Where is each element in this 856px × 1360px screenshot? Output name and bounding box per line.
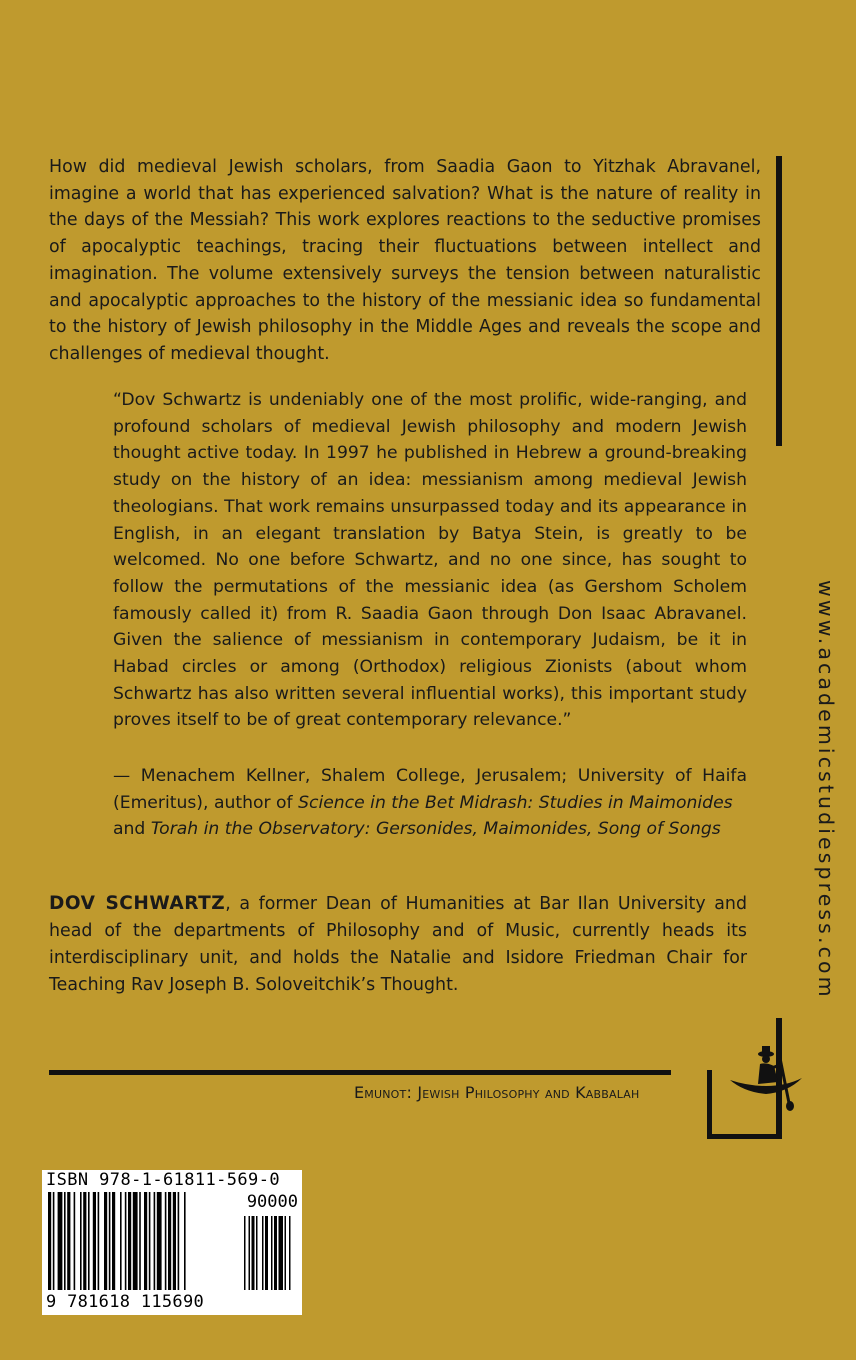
barcode-bar (109, 1192, 111, 1290)
barcode-bar (80, 1192, 82, 1290)
barcode-bar (104, 1192, 107, 1290)
frame-line-horizontal (49, 1070, 671, 1075)
barcode-bar (120, 1192, 122, 1290)
endorsement-attribution (113, 763, 747, 843)
barcode-addon-bar (256, 1216, 258, 1290)
barcode-bar (144, 1192, 147, 1290)
barcode-bar (149, 1192, 151, 1290)
barcode-addon-bar (262, 1216, 264, 1290)
isbn-number: ISBN 978-1-61811-569-0 (46, 1170, 280, 1190)
barcode-bar (88, 1192, 90, 1290)
isbn-barcode (42, 1170, 302, 1315)
author-name: DOV SCHWARTZ (49, 893, 226, 914)
endorsement-quote: “Dov Schwartz is undeniably one of the most prolific, wide-ranging, and profound scholars of medieval Jewish philosophy and modern Jewish thought active today. In 1997 he published in Hebrew a ground-breaking study on the history of an idea: messianism among medieval Jewish theologians. That work remains unsurpassed today and its appearance in English, in an elegant translation by Batya Stein, is greatly to be welcomed. No one before Schwartz, and no one since, has sought to follow the permutations of the messianic idea (as Gershom Scholem famously called it) from R. Saadia Gaon through Don Isaac Abravanel. Given the salience of messianism in contemporary Judaism, be it in Habad circles or among (Orthodox) religious Zionists (about whom Schwartz has also written several influential works), this important study proves itself to be of great contemporary relevance.” (113, 390, 747, 731)
barcode-bar (67, 1192, 70, 1290)
barcode-bar (64, 1192, 66, 1290)
barcode-addon-bar (244, 1216, 246, 1290)
barcode-bar (83, 1192, 86, 1290)
publisher-logo-icon (728, 1042, 804, 1112)
frame-line-bottom (707, 1134, 782, 1139)
attribution-book-2: Torah in the Observatory: Gersonides, Maimonides, Song of Songs (150, 819, 721, 840)
barcode-bar (125, 1192, 127, 1290)
attribution-connector: and (113, 819, 151, 840)
barcode-addon-bar (249, 1216, 251, 1290)
barcode-bar (53, 1192, 55, 1290)
barcode-addon-bar (271, 1216, 273, 1290)
barcode-bar (178, 1192, 180, 1290)
barcode-bar (93, 1192, 96, 1290)
frame-line-right-top (776, 156, 782, 446)
barcode-bar (184, 1192, 186, 1290)
barcode-bar (58, 1192, 63, 1290)
barcode-bar (157, 1192, 162, 1290)
barcode-bar (74, 1192, 76, 1290)
barcode-addon-bar (274, 1216, 277, 1290)
barcode-bar (173, 1192, 176, 1290)
author-bio (49, 890, 747, 999)
barcode-addon-bar (285, 1216, 287, 1290)
barcode-bar (133, 1192, 138, 1290)
ean-digits: 9 781618 115690 (46, 1292, 298, 1312)
book-description: How did medieval Jewish scholars, from Saadia Gaon to Yitzhak Abravanel, imagine a world that has experienced salvation? What is the nature of reality in the days of the Messiah? This work explores reactions to the seductive promises of apocalyptic teachings, tracing their fluctuations between intellect and imagination. The volume extensively surveys the tension between naturalistic and apocalyptic approaches to the history of the messianic idea so fundamental to the history of Jewish philosophy in the Middle Ages and reveals the scope and challenges of medieval thought. (49, 157, 761, 364)
barcode-bar (98, 1192, 100, 1290)
barcode-addon-bar (252, 1216, 255, 1290)
barcode-bar (128, 1192, 131, 1290)
barcode-bar (112, 1192, 115, 1290)
barcode-bar (154, 1192, 156, 1290)
attribution-book-1: Science in the Bet Midrash: Studies in Maimonides (298, 792, 733, 813)
publisher-website: www.academicstudiespress.com (814, 580, 838, 1000)
price-code: 90000 (242, 1192, 298, 1212)
frame-line-series (707, 1070, 712, 1138)
barcode-bar (168, 1192, 171, 1290)
barcode-bar (165, 1192, 167, 1290)
barcode-bar (139, 1192, 141, 1290)
attribution-prefix: — Menachem Kellner, Shalem College, Jerusalem; University of Haifa (Emeritus), author of (113, 766, 747, 813)
author-bio-text: , a former Dean of Humanities at Bar Ilan University and head of the departments of Philosophy and of Music, currently heads its interdisciplinary unit, and holds the Natalie and Isidore Friedman Chair for Teaching Rav Joseph B. Soloveitchik’s Thought. (49, 894, 747, 995)
barcode-addon-bar (289, 1216, 291, 1290)
series-title: Emunot: Jewish Philosophy and Kabbalah (354, 1083, 640, 1102)
barcode-bar (48, 1192, 51, 1290)
barcode-addon-bar (279, 1216, 284, 1290)
barcode-addon-bar (265, 1216, 268, 1290)
